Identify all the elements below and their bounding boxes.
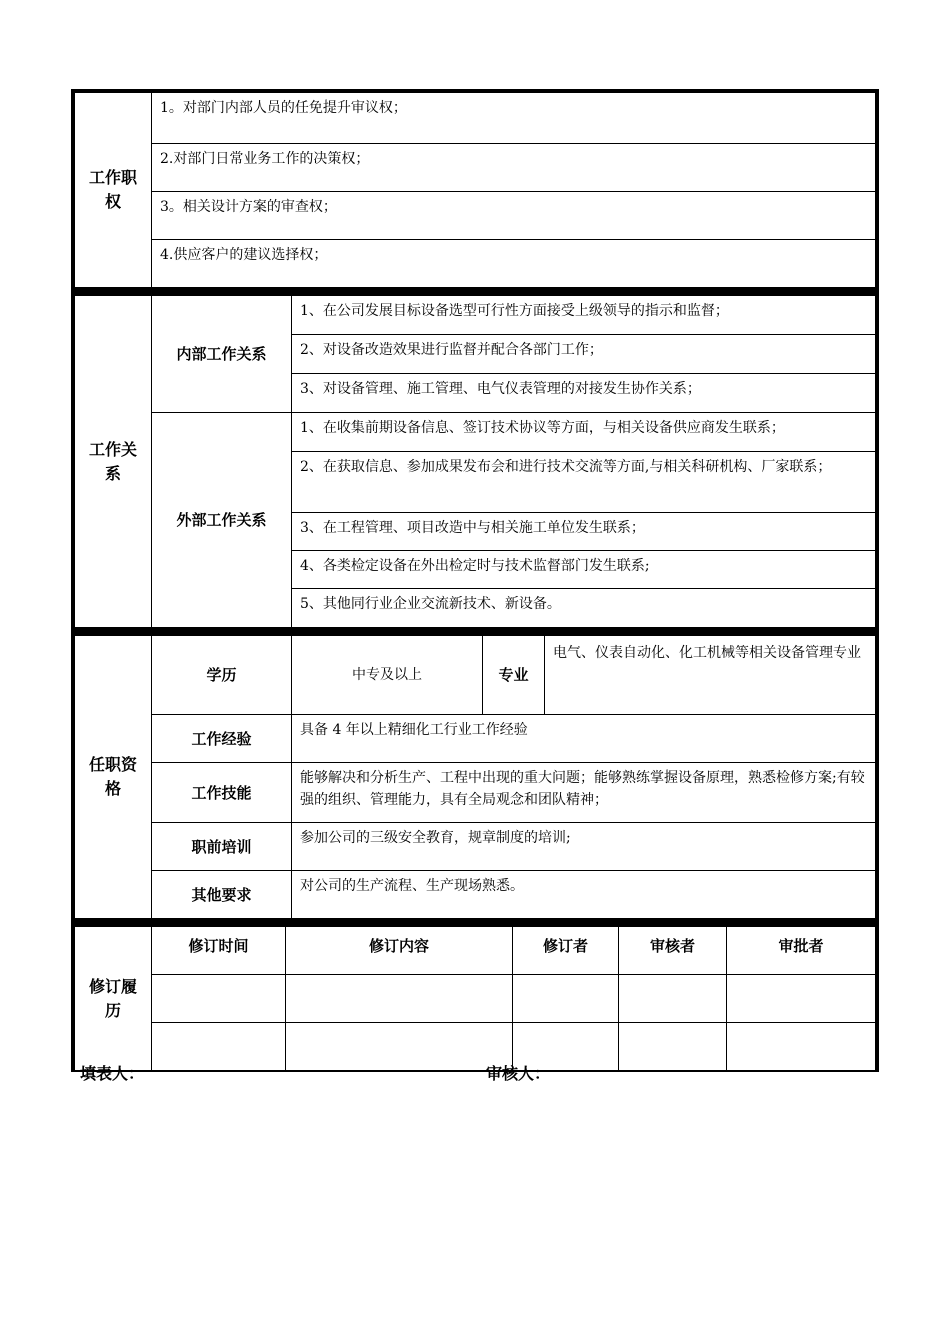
relations-heading: 工作关系 <box>75 296 152 628</box>
job-description-sheet <box>71 89 879 1072</box>
other-requirements-label: 其他要求 <box>152 871 292 919</box>
revision-heading: 修订履历 <box>75 927 152 1071</box>
revision-cell[interactable] <box>619 975 727 1023</box>
table-row <box>75 1023 876 1071</box>
education-value: 中专及以上 <box>292 636 483 715</box>
experience-label: 工作经验 <box>152 715 292 763</box>
revision-cell[interactable] <box>513 975 619 1023</box>
revision-col-time: 修订时间 <box>152 927 286 975</box>
skills-value: 能够解决和分析生产、工程中出现的重大问题；能够熟练掌握设备原理，熟悉检修方案;有较强的组织、管理能力，具有全局观念和团队精神； <box>292 763 876 823</box>
revision-cell[interactable] <box>727 1023 876 1071</box>
authority-item: 1。对部门内部人员的任免提升审议权； <box>152 93 876 144</box>
filler-label: 填表人： <box>80 1064 145 1083</box>
external-relation-item: 2、在获取信息、参加成果发布会和进行技术交流等方面,与相关科研机构、厂家联系； <box>292 452 876 513</box>
revision-section <box>71 922 879 1072</box>
authority-item: 2.对部门日常业务工作的决策权； <box>152 144 876 192</box>
education-label: 学历 <box>152 636 292 715</box>
qualification-heading: 任职资格 <box>75 636 152 919</box>
authority-section <box>71 89 879 291</box>
training-value: 参加公司的三级安全教育，规章制度的培训; <box>292 823 876 871</box>
internal-relations-label: 内部工作关系 <box>152 296 292 413</box>
experience-value: 具备 4 年以上精细化工行业工作经验 <box>292 715 876 763</box>
revision-cell[interactable] <box>619 1023 727 1071</box>
internal-relation-item: 3、对设备管理、施工管理、电气仪表管理的对接发生协作关系； <box>292 374 876 413</box>
internal-relation-item: 2、对设备改造效果进行监督并配合各部门工作； <box>292 335 876 374</box>
revision-col-checker: 审核者 <box>619 927 727 975</box>
relations-section <box>71 291 879 631</box>
external-relation-item: 4、各类检定设备在外出检定时与技术监督部门发生联系; <box>292 551 876 589</box>
authority-heading: 工作职权 <box>75 93 152 288</box>
external-relation-item: 5、其他同行业企业交流新技术、新设备。 <box>292 589 876 628</box>
revision-col-reviser: 修订者 <box>513 927 619 975</box>
table-row <box>75 975 876 1023</box>
internal-relation-item: 1、在公司发展目标设备选型可行性方面接受上级领导的指示和监督； <box>292 296 876 335</box>
revision-cell[interactable] <box>152 975 286 1023</box>
revision-col-content: 修订内容 <box>286 927 513 975</box>
skills-label: 工作技能 <box>152 763 292 823</box>
authority-item: 3。相关设计方案的审查权； <box>152 192 876 240</box>
major-value: 电气、仪表自动化、化工机械等相关设备管理专业 <box>545 636 876 715</box>
external-relations-label: 外部工作关系 <box>152 413 292 628</box>
qualification-section <box>71 631 879 922</box>
revision-col-approver: 审批者 <box>727 927 876 975</box>
revision-cell[interactable] <box>286 1023 513 1071</box>
other-requirements-value: 对公司的生产流程、生产现场熟悉。 <box>292 871 876 919</box>
revision-cell[interactable] <box>286 975 513 1023</box>
authority-item: 4.供应客户的建议选择权； <box>152 240 876 288</box>
external-relation-item: 3、在工程管理、项目改造中与相关施工单位发生联系； <box>292 513 876 551</box>
major-label: 专业 <box>483 636 545 715</box>
training-label: 职前培训 <box>152 823 292 871</box>
external-relation-item: 1、在收集前期设备信息、签订技术协议等方面，与相关设备供应商发生联系； <box>292 413 876 452</box>
revision-cell[interactable] <box>727 975 876 1023</box>
reviewer-label: 审核人： <box>486 1064 551 1083</box>
revision-cell[interactable] <box>152 1023 286 1071</box>
